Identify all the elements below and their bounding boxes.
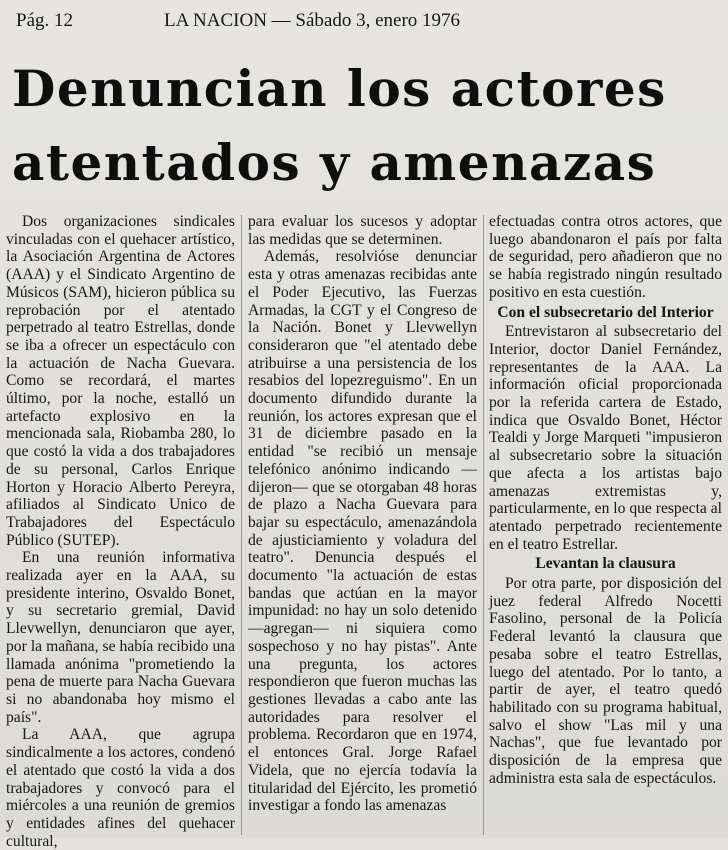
paragraph: Por otra parte, por disposición del juez federal Alfredo Nocetti Fasolino, personal de la Policía Federal levantó la clausura que pesaba sobre el teatro Estrellas, luego del atentado. Por lo tanto, a partir de ayer, el teatro quedó habilitado con su programa habitual, salvo el show "Las mil y una Nachas", que fue levantado por disposición de la empresa que administra esta sala de espectáculos. xyxy=(489,575,722,787)
article-body xyxy=(0,213,728,850)
headline xyxy=(12,52,712,200)
headline-line-2: atentados y amenazas xyxy=(12,133,657,192)
article-column-3 xyxy=(489,213,722,838)
paragraph: Dos organizaciones sindicales vinculadas con el quehacer artístico, la Asociación Argentina de Actores (AAA) y el Sindicato Argentino de Músicos (SAM), hicieron pública su reprobación por el atentado perpetrado al teatro Estrellas, donde se iba a ofrecer un espectáculo con la actuación de Nacha Guevara. Como se recordará, el martes último, por la noche, estalló un artefacto explosivo en la mencionada sala, Riobamba 280, lo que costó la vida a dos trabajadores de su personal, Carlos Enrique Horton y Horacio Alberto Pereyra, afiliados al Sindicato Unico de Trabajadores del Espectáculo Público (SUTEP). xyxy=(6,213,235,549)
page-number: Pág. 12 xyxy=(16,10,73,31)
headline-line-1: Denuncian los actores xyxy=(12,59,667,118)
paragraph: Entrevistaron al subsecretario del Interior, doctor Daniel Fernández, representantes de la AAA. La información oficial proporcionada por la referida cartera de Estado, indica que Osvaldo Bonet, Héctor Tealdi y Jorge Marqueti "impusieron al subsecretario sobre la situación que afecta a los artistas bajo amenazas extremistas y, particularmente, en lo que respecta al atentado perpetrado recientemente en el teatro Estrellar. xyxy=(489,323,722,553)
paragraph: En una reunión informativa realizada ayer en la AAA, su presidente interino, Osvaldo Bonet, y su secretario gremial, David Llevwellyn, denunciaron que ayer, por la mañana, se había recibido una llamada anónima "prometiendo la pena de muerte para Nacha Guevara si no abandonaba hoy mismo el país". xyxy=(6,549,235,726)
newspaper-dateline: LA NACION — Sábado 3, enero 1976 xyxy=(164,10,461,31)
subheading: Con el subsecretario del Interior xyxy=(497,303,714,321)
article-column-2 xyxy=(248,213,477,838)
paragraph: Además, resolvióse denunciar esta y otras amenazas recibidas ante el Poder Ejecutivo, las Fuerzas Armadas, la CGT y el Congreso de la Nación. Bonet y Llevwellyn consideraron que "el atentado debe atribuirse a una persistencia de los resabios del lopezreguismo". En un documento difundido durante la reunión, los actores expresan que el 31 de diciembre pasado en la entidad "se recibió un mensaje telefónico anónimo indicando —dijeron— que se otorgaban 48 horas de plazo a Nacha Guevara para bajar su espectáculo, amenazándola de ajusticiamiento y voladura del teatro". Denuncia después el documento "la actuación de estas bandas que actúan en la mayor impunidad: no hay un solo detenido —agregan— ni siquiera como sospechoso y no hay pistas". Ante una pregunta, los actores respondieron que fueron muchas las gestiones llevadas a cabo ante las autoridades para resolver el problema. Recordaron que en 1974, el entonces Gral. Jorge Rafael Videla, que no ejercía todavía la titularidad del Ejército, les prometió investigar a fondo las amenazas xyxy=(248,248,477,815)
paragraph: La AAA, que agrupa sindicalmente a los actores, condenó el atentado que costó la vida a dos trabajadores y convocó para el miércoles a una reunión de gremios y entidades afines del quehacer cultural, xyxy=(6,726,235,850)
paragraph: efectuadas contra otros actores, que luego abandonaron el país por falta de seguridad, pero añadieron que no se había registrado ningún resultado positivo en esta cuestión. xyxy=(489,213,722,301)
paragraph: para evaluar los sucesos y adoptar las medidas que se determinen. xyxy=(248,213,477,248)
subheading: Levantan la clausura xyxy=(535,555,676,573)
article-column-1 xyxy=(6,213,235,850)
page-header xyxy=(14,8,714,32)
